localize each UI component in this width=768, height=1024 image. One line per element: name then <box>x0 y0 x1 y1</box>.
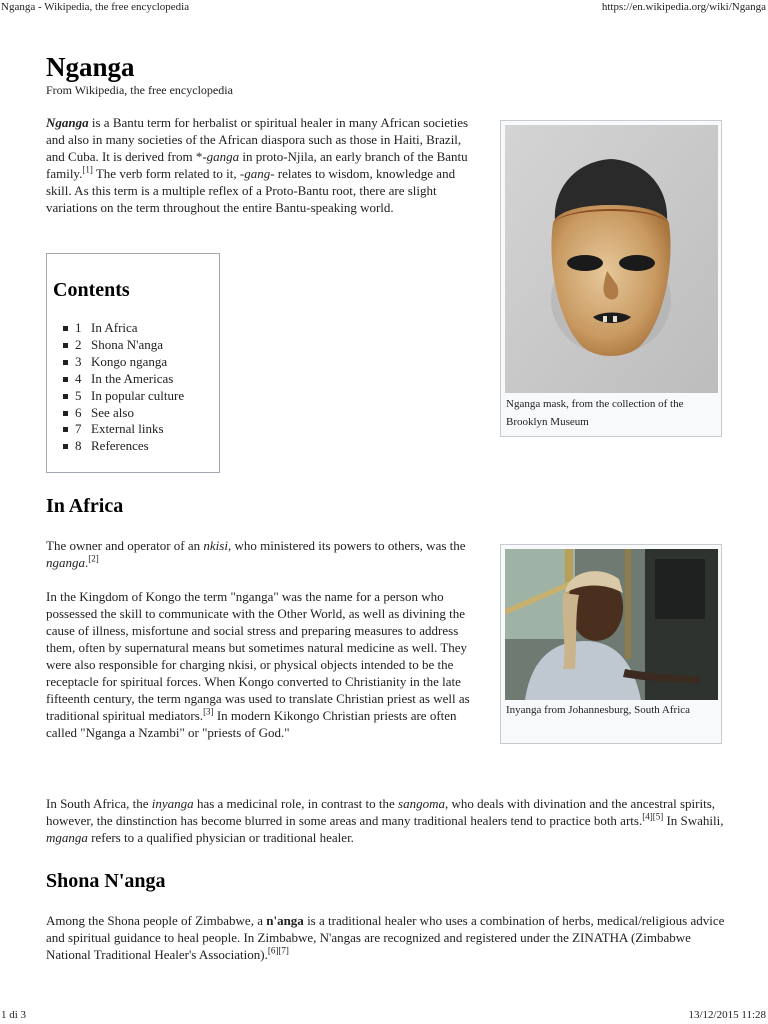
link-inyanga[interactable]: inyanga <box>151 796 194 811</box>
print-header <box>0 0 768 16</box>
toc-item-see-also[interactable]: 6 See also <box>75 405 184 422</box>
page-title: Nganga <box>46 52 135 82</box>
ref-link-4-5[interactable]: [4][5] <box>642 811 664 822</box>
page-tagline: From Wikipedia, the free encyclopedia <box>46 83 233 97</box>
table-of-contents <box>46 253 220 473</box>
link-sangoma[interactable]: sangoma <box>398 796 445 811</box>
intro-paragraph: Nganga is a Bantu term for herbalist or spiritual healer in many African societies and also in many societies of the African diaspora such as those in Haiti, Brazil, and Cuba. It is derived from *-ganga in proto-Njila, an early branch of the Bantu family.[1] The verb form related to it, -gang- relates to wisdom, knowledge and skill. As this term is a multiple reflex of a Proto-Bantu root, there are slight variations on the term throughout the entire Bantu-speaking world. <box>46 115 469 215</box>
ref-link-3[interactable]: [3] <box>203 706 214 717</box>
link-nkisi[interactable]: nkisi <box>203 538 228 553</box>
mask-image[interactable] <box>505 125 718 393</box>
figure-mask-caption: Nganga mask, from the collection of the Brooklyn Museum <box>506 398 684 428</box>
toc-item-in-africa[interactable]: 1 In Africa <box>75 320 184 337</box>
shona-paragraph: Among the Shona people of Zimbabwe, a n'anga is a traditional healer who uses a combination of herbs, medical/religious advice and spiritual guidance to heal people. In Zimbabwe, N'angas are recognized and registered under the ZINATHA (Zimbabwe National Traditional Healer's Association).[6][7] <box>46 913 725 962</box>
toc-item-external-links[interactable]: 7 External links <box>75 421 184 438</box>
header-page-title: Nganga - Wikipedia, the free encyclopedia <box>1 1 190 13</box>
figure-inyanga <box>500 544 722 744</box>
print-footer <box>0 1008 768 1022</box>
toc-item-in-popular-culture[interactable]: 5 In popular culture <box>75 387 185 403</box>
africa-paragraph-3: In South Africa, the inyanga has a medicinal role, in contrast to the sangoma, who deals with divination and the ancestral spirits, however, the dinstinction has become blurred in some areas and many traditional healers tend to practice both arts.[4][5] In Swahili, mganga refers to a qualified physician or traditional healer. <box>46 796 724 845</box>
footer-page-number: 1 di 3 <box>1 1009 27 1021</box>
ref-link-2[interactable]: [2] <box>88 553 99 564</box>
figure-mask <box>500 120 722 437</box>
header-url[interactable]: https://en.wikipedia.org/wiki/Nganga <box>601 1 766 13</box>
figure-inyanga-caption: Inyanga from Johannesburg, South Africa <box>506 704 691 716</box>
toc-title: Contents <box>53 279 130 301</box>
intro-term: Nganga <box>46 115 89 130</box>
inyanga-photo[interactable] <box>505 549 718 700</box>
ref-link-6-7[interactable]: [6][7] <box>267 945 289 956</box>
toc-item-kongo-nganga[interactable]: 3 Kongo nganga <box>75 354 184 371</box>
africa-paragraph-1: The owner and operator of an nkisi, who ministered its powers to others, was the nganga.[2] <box>46 538 466 570</box>
section-heading-shona-nanga: Shona N'anga <box>46 870 166 892</box>
africa-paragraph-2: In the Kingdom of Kongo the term "nganga" was the name for a person who possessed the skill to communicate with the Other World, as well as divining the cause of illness, misfortune and social stress and preparing measures to address them, often by supernatural means but sometimes natural medicine as well. They were also responsible for charging nkisi, or physical objects intended to be the receptacle for spiritual forces. When Kongo converted to Christianity in the late fifteenth century, the term nganga was used to translate Christian priest as well as traditional spiritual mediators.[3] In modern Kikongo Christian priests are often called "Nganga a Nzambi" or "priests of God." <box>46 589 470 740</box>
toc-list <box>47 320 184 455</box>
footer-datetime: 13/12/2015 11:28 <box>688 1009 766 1021</box>
ref-link-1[interactable]: [1] <box>82 164 93 175</box>
toc-item-shona-nanga[interactable]: 2 Shona N'anga <box>75 337 184 354</box>
toc-item-references[interactable]: 8 References <box>75 438 184 455</box>
section-heading-in-africa: In Africa <box>46 495 124 517</box>
toc-item-in-the-americas[interactable]: 4 In the Americas <box>75 371 184 388</box>
